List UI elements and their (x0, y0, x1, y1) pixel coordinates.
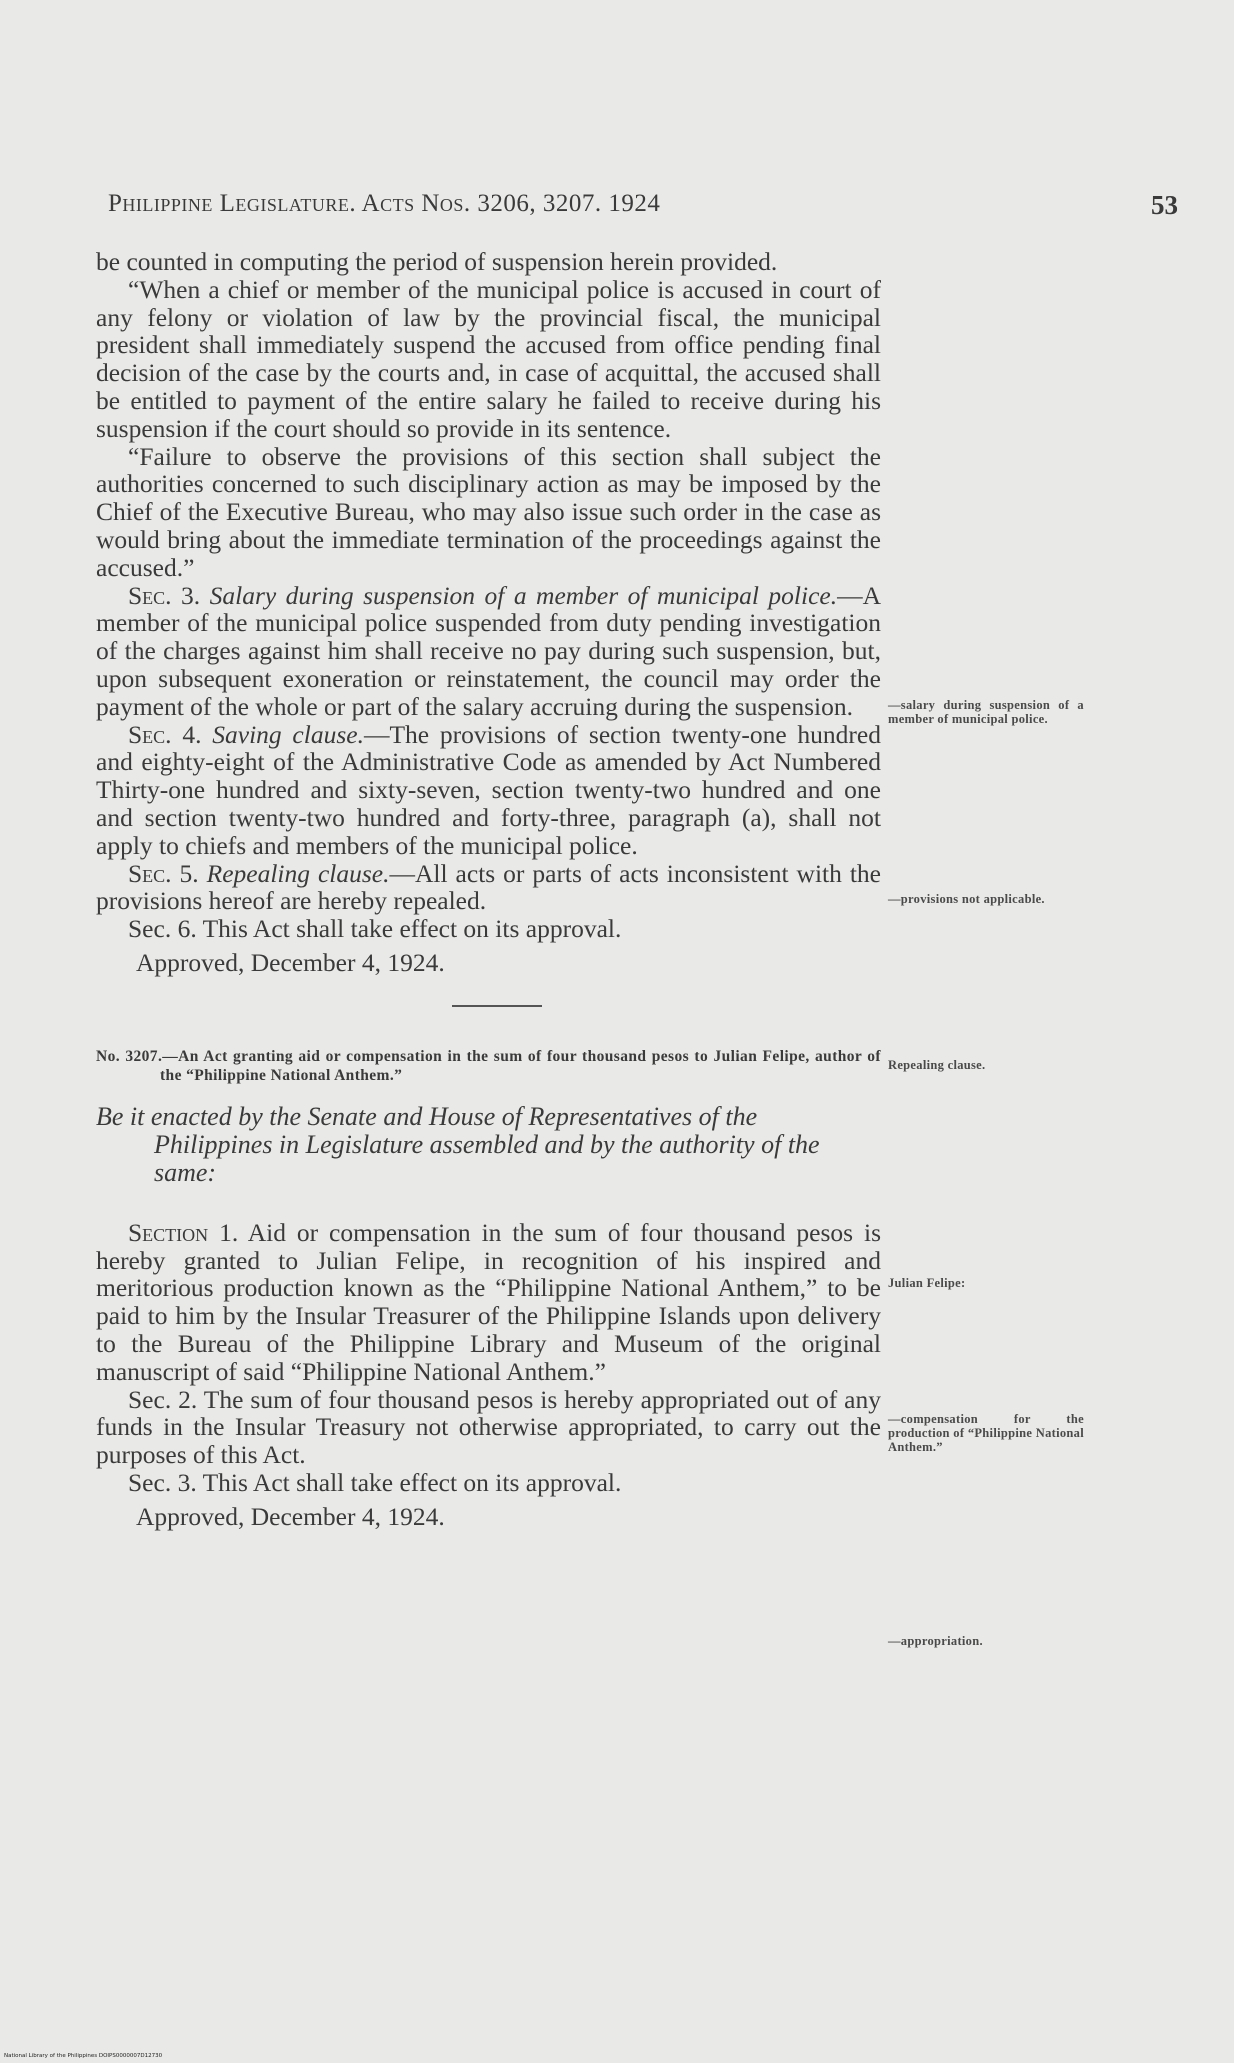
margin-note-repealing: Repealing clause. (888, 1058, 986, 1072)
section-6: Sec. 6. This Act shall take effect on its approval. (128, 914, 622, 944)
section-3-label: Sec. 3. (128, 580, 201, 610)
section-4-text: —The provisions of section twenty-one hundred and eighty-eight of the Administrative Code as amended by Act Numbered Thirty-one hundred and sixty-seven, section twenty-two hundred and one and section twenty-two hundred and forty-three, paragraph (a), shall not apply to chiefs and members of the municipal police. (96, 719, 881, 860)
section-3-text: —A member of the municipal police suspended from duty pending investigation of the charges against him shall receive no pay during such suspension, but, upon subsequent exoneration or reinstatement, the council may order the payment of the whole or part of the salary accruing during the suspension. (96, 580, 881, 721)
section-5 (96, 860, 881, 916)
act-3207-section-3: Sec. 3. This Act shall take effect on its approval. (128, 1467, 622, 1497)
main-text (96, 248, 881, 1530)
section-4 (96, 721, 881, 860)
margin-note-salary: —salary during suspension of a member of municipal police. (888, 698, 1084, 726)
divider-rule (452, 1005, 542, 1007)
paragraph-failure: “Failure to observe the provisions of this section shall subject the authorities concerned to such disciplinary action as may be imposed by the Chief of the Executive Bureau, who may also issue such order in the case as would bring about the immediate termination of the proceedings against the accused.” (96, 441, 881, 582)
section-3 (96, 582, 881, 721)
section-5-text: —All acts or parts of acts inconsistent with the provisions hereof are hereby repealed. (96, 858, 881, 916)
running-title: Philippine Legislature. Acts Nos. 3206, 3207. 1924 (108, 190, 661, 217)
act-3207-section-1-text: Aid or compensation in the sum of four thousand pesos is hereby granted to Julian Felipe, in recognition of his inspired and meritorious production known as the “Philippine National Anthem,” to be paid to him by the Insular Treasurer of the Philippine Islands upon delivery to the Bureau of the Philippine Library and Museum of the original manuscript of said “Philippine National Anthem.” (96, 1217, 881, 1386)
act-3207-section-1 (96, 1219, 881, 1386)
section-3-title: Salary during suspension of a member of municipal police. (209, 580, 838, 610)
approved-date-2: Approved, December 4, 1924. (136, 1501, 445, 1531)
section-5-title: Repealing clause. (206, 858, 390, 888)
section-5-label: Sec. 5. (128, 858, 199, 888)
page-number: 53 (1151, 190, 1178, 220)
act-3207-section-2: Sec. 2. The sum of four thousand pesos is hereby appropriated out of any funds in the Insular Treasury not otherwise appropriated, to carry out the purposes of this Act. (96, 1384, 881, 1470)
margin-note-compensation: —compensation for the production of “Philippine National Anthem.” (888, 1412, 1084, 1454)
scan-credit: National Library of the Philippines DOIPS0000007D12730 (4, 2053, 163, 2059)
paragraph-police-accused: “When a chief or member of the municipal police is accused in court of any felony or violation of law by the provincial fiscal, the municipal president shall immediately suspend the accused from office pending final decision of the case by the courts and, in case of acquittal, the accused shall be entitled to payment of the entire salary he failed to receive during his suspension if the court should so provide in its sentence. (96, 274, 881, 443)
section-4-label: Sec. 4. (128, 719, 202, 749)
page-header (108, 190, 1178, 230)
approved-date-1: Approved, December 4, 1924. (136, 947, 445, 977)
paragraph-continuation: be counted in computing the period of suspension herein provided. (96, 247, 778, 276)
act-3207-title: No. 3207.—An Act granting aid or compensation in the sum of four thousand pesos to Julian Felipe, author of the “Philippine National Anthem.” (96, 1047, 881, 1084)
margin-note-appropriation: —appropriation. (888, 1634, 983, 1648)
enacting-clause: Be it enacted by the Senate and House of Representatives of the Philippines in Legislature assembled and by the authority of the same: (96, 1101, 820, 1187)
margin-note-provisions: —provisions not applicable. (888, 892, 1045, 906)
section-4-title: Saving clause. (212, 719, 364, 749)
margin-note-julian-felipe: Julian Felipe: (888, 1276, 966, 1290)
act-3207-section-1-label: Section 1. (128, 1217, 239, 1247)
